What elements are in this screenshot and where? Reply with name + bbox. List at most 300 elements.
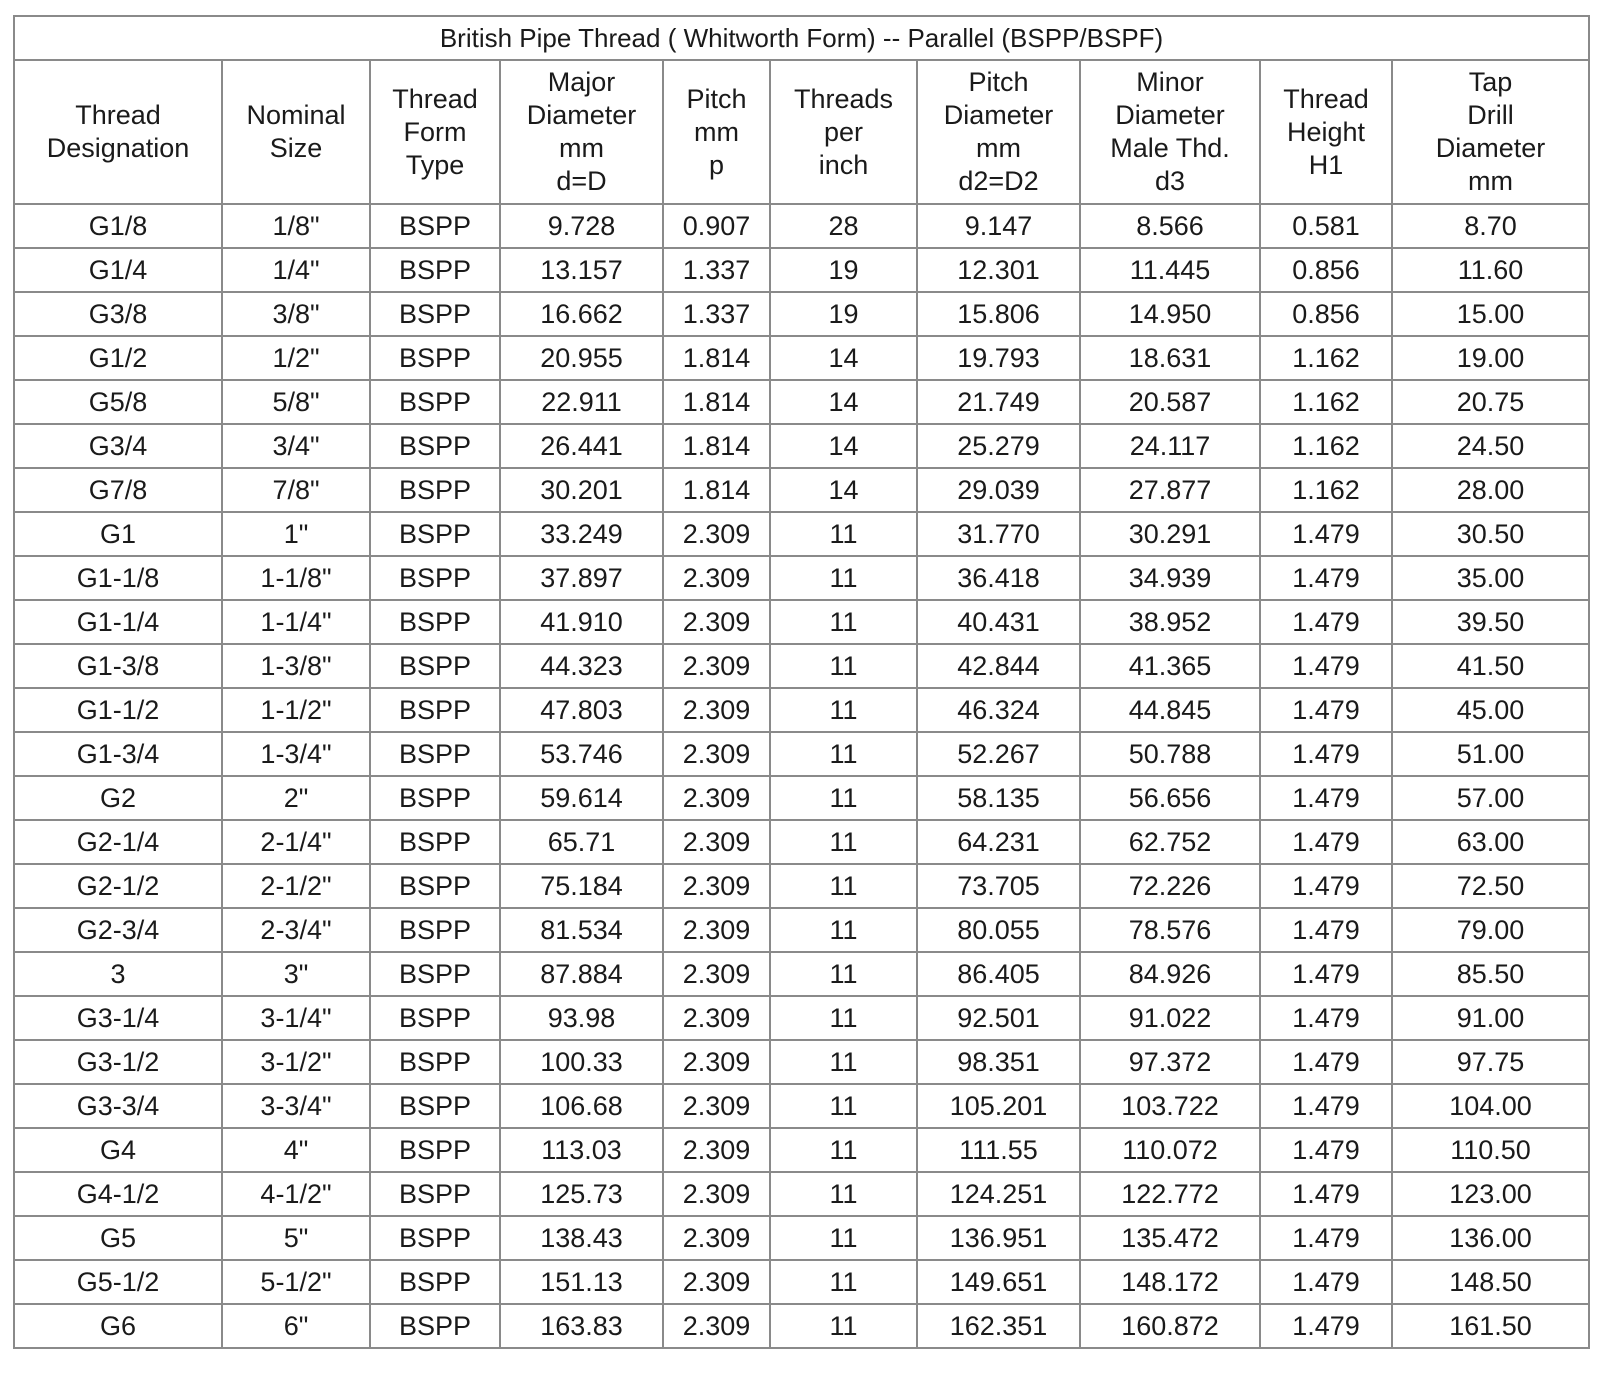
- table-row: [14, 292, 1589, 336]
- header-line: Drill: [1467, 100, 1514, 130]
- cell-thread-designation: G1/2: [14, 336, 222, 380]
- cell-minor-diameter: 30.291: [1080, 512, 1260, 556]
- table-row: [14, 864, 1589, 908]
- column-header-nominal-size: [222, 60, 370, 204]
- cell-thread-height: 1.479: [1260, 1260, 1392, 1304]
- cell-pitch-diameter: 25.279: [917, 424, 1080, 468]
- cell-thread-form-type: BSPP: [370, 204, 500, 248]
- cell-major-diameter: 93.98: [500, 996, 663, 1040]
- cell-nominal-size: 1/4": [222, 248, 370, 292]
- cell-thread-form-type: BSPP: [370, 1084, 500, 1128]
- table-row: [14, 512, 1589, 556]
- cell-pitch-diameter: 12.301: [917, 248, 1080, 292]
- cell-major-diameter: 33.249: [500, 512, 663, 556]
- cell-thread-designation: G3-1/4: [14, 996, 222, 1040]
- cell-pitch-diameter: 149.651: [917, 1260, 1080, 1304]
- cell-thread-designation: G5: [14, 1216, 222, 1260]
- cell-thread-form-type: BSPP: [370, 424, 500, 468]
- cell-thread-form-type: BSPP: [370, 1040, 500, 1084]
- cell-major-diameter: 16.662: [500, 292, 663, 336]
- cell-major-diameter: 151.13: [500, 1260, 663, 1304]
- cell-threads-per-inch: 11: [770, 996, 917, 1040]
- header-line: Diameter: [943, 100, 1054, 130]
- table-row: [14, 908, 1589, 952]
- cell-thread-height: 1.479: [1260, 952, 1392, 996]
- cell-tap-drill-diameter: 24.50: [1392, 424, 1589, 468]
- header-line: Diameter: [1115, 100, 1225, 130]
- cell-nominal-size: 4": [222, 1128, 370, 1172]
- cell-pitch: 0.907: [663, 204, 770, 248]
- cell-major-diameter: 37.897: [500, 556, 663, 600]
- cell-minor-diameter: 62.752: [1080, 820, 1260, 864]
- table-row: [14, 688, 1589, 732]
- cell-minor-diameter: 8.566: [1080, 204, 1260, 248]
- cell-thread-designation: G2-3/4: [14, 908, 222, 952]
- cell-major-diameter: 59.614: [500, 776, 663, 820]
- cell-thread-height: 1.479: [1260, 776, 1392, 820]
- cell-nominal-size: 7/8": [222, 468, 370, 512]
- cell-minor-diameter: 24.117: [1080, 424, 1260, 468]
- cell-thread-form-type: BSPP: [370, 820, 500, 864]
- cell-tap-drill-diameter: 63.00: [1392, 820, 1589, 864]
- cell-thread-form-type: BSPP: [370, 776, 500, 820]
- cell-thread-designation: G3/4: [14, 424, 222, 468]
- cell-pitch-diameter: 9.147: [917, 204, 1080, 248]
- table-title: British Pipe Thread ( Whitworth Form) -- Parallel (BSPP/BSPF): [14, 16, 1589, 60]
- cell-threads-per-inch: 14: [770, 468, 917, 512]
- cell-tap-drill-diameter: 148.50: [1392, 1260, 1589, 1304]
- cell-tap-drill-diameter: 35.00: [1392, 556, 1589, 600]
- cell-pitch-diameter: 105.201: [917, 1084, 1080, 1128]
- cell-threads-per-inch: 11: [770, 512, 917, 556]
- cell-tap-drill-diameter: 39.50: [1392, 600, 1589, 644]
- cell-thread-height: 0.581: [1260, 204, 1392, 248]
- cell-tap-drill-diameter: 161.50: [1392, 1304, 1589, 1348]
- cell-thread-designation: G3-1/2: [14, 1040, 222, 1084]
- cell-minor-diameter: 78.576: [1080, 908, 1260, 952]
- cell-threads-per-inch: 11: [770, 600, 917, 644]
- cell-pitch-diameter: 111.55: [917, 1128, 1080, 1172]
- header-line: Thread: [75, 100, 161, 130]
- cell-tap-drill-diameter: 8.70: [1392, 204, 1589, 248]
- cell-thread-designation: G3/8: [14, 292, 222, 336]
- cell-tap-drill-diameter: 41.50: [1392, 644, 1589, 688]
- cell-thread-height: 1.162: [1260, 336, 1392, 380]
- cell-pitch-diameter: 92.501: [917, 996, 1080, 1040]
- table-row: [14, 732, 1589, 776]
- cell-thread-height: 0.856: [1260, 292, 1392, 336]
- column-header-minor-diameter: [1080, 60, 1260, 204]
- cell-nominal-size: 5-1/2": [222, 1260, 370, 1304]
- cell-thread-designation: G1-3/8: [14, 644, 222, 688]
- cell-pitch-diameter: 42.844: [917, 644, 1080, 688]
- cell-nominal-size: 2": [222, 776, 370, 820]
- cell-nominal-size: 3-1/2": [222, 1040, 370, 1084]
- cell-major-diameter: 113.03: [500, 1128, 663, 1172]
- cell-threads-per-inch: 11: [770, 556, 917, 600]
- header-line: d=D: [556, 166, 607, 196]
- cell-nominal-size: 6": [222, 1304, 370, 1348]
- header-line: Minor: [1136, 67, 1204, 97]
- cell-threads-per-inch: 28: [770, 204, 917, 248]
- bspp-thread-table: [13, 15, 1590, 1349]
- cell-threads-per-inch: 11: [770, 1172, 917, 1216]
- header-line: d3: [1154, 166, 1186, 196]
- cell-thread-designation: 3: [14, 952, 222, 996]
- cell-pitch-diameter: 40.431: [917, 600, 1080, 644]
- cell-thread-height: 1.479: [1260, 556, 1392, 600]
- cell-pitch-diameter: 73.705: [917, 864, 1080, 908]
- cell-tap-drill-diameter: 30.50: [1392, 512, 1589, 556]
- table-row: [14, 424, 1589, 468]
- cell-major-diameter: 44.323: [500, 644, 663, 688]
- cell-thread-height: 1.479: [1260, 732, 1392, 776]
- cell-thread-designation: G7/8: [14, 468, 222, 512]
- cell-pitch-diameter: 98.351: [917, 1040, 1080, 1084]
- cell-threads-per-inch: 11: [770, 776, 917, 820]
- cell-minor-diameter: 56.656: [1080, 776, 1260, 820]
- cell-major-diameter: 65.71: [500, 820, 663, 864]
- cell-pitch: 2.309: [663, 644, 770, 688]
- cell-minor-diameter: 91.022: [1080, 996, 1260, 1040]
- cell-nominal-size: 1/2": [222, 336, 370, 380]
- header-line: p: [708, 149, 725, 180]
- table-row: [14, 600, 1589, 644]
- cell-pitch: 2.309: [663, 864, 770, 908]
- cell-tap-drill-diameter: 45.00: [1392, 688, 1589, 732]
- cell-thread-designation: G2-1/2: [14, 864, 222, 908]
- cell-thread-designation: G4-1/2: [14, 1172, 222, 1216]
- cell-nominal-size: 3/8": [222, 292, 370, 336]
- table-row: [14, 996, 1589, 1040]
- cell-thread-height: 1.479: [1260, 908, 1392, 952]
- header-line: Threads: [793, 83, 894, 114]
- table-row: [14, 820, 1589, 864]
- cell-major-diameter: 138.43: [500, 1216, 663, 1260]
- cell-thread-form-type: BSPP: [370, 336, 500, 380]
- cell-pitch-diameter: 29.039: [917, 468, 1080, 512]
- cell-pitch-diameter: 36.418: [917, 556, 1080, 600]
- cell-thread-height: 1.479: [1260, 688, 1392, 732]
- header-line: Designation: [46, 133, 190, 163]
- cell-thread-form-type: BSPP: [370, 952, 500, 996]
- cell-pitch: 2.309: [663, 556, 770, 600]
- cell-thread-form-type: BSPP: [370, 600, 500, 644]
- header-line: Nominal: [246, 100, 346, 130]
- cell-thread-form-type: BSPP: [370, 1172, 500, 1216]
- table-row: [14, 336, 1589, 380]
- cell-nominal-size: 5": [222, 1216, 370, 1260]
- cell-thread-height: 1.162: [1260, 468, 1392, 512]
- header-line: per: [823, 116, 864, 147]
- table-row: [14, 1260, 1589, 1304]
- cell-pitch: 2.309: [663, 1040, 770, 1084]
- header-line: mm: [1468, 166, 1514, 196]
- cell-nominal-size: 2-3/4": [222, 908, 370, 952]
- cell-major-diameter: 9.728: [500, 204, 663, 248]
- header-line: Male Thd.: [1110, 133, 1230, 163]
- table-row: [14, 1040, 1589, 1084]
- table-row: [14, 556, 1589, 600]
- header-line: Height: [1286, 116, 1366, 147]
- cell-minor-diameter: 20.587: [1080, 380, 1260, 424]
- table-row: [14, 248, 1589, 292]
- header-line: Diameter: [1435, 133, 1546, 163]
- cell-minor-diameter: 122.772: [1080, 1172, 1260, 1216]
- cell-nominal-size: 2-1/2": [222, 864, 370, 908]
- cell-pitch: 2.309: [663, 820, 770, 864]
- cell-thread-height: 1.479: [1260, 996, 1392, 1040]
- cell-thread-designation: G4: [14, 1128, 222, 1172]
- cell-pitch-diameter: 80.055: [917, 908, 1080, 952]
- header-line: Pitch: [686, 83, 747, 114]
- header-line: Pitch: [968, 67, 1029, 97]
- cell-thread-height: 1.479: [1260, 600, 1392, 644]
- cell-pitch-diameter: 64.231: [917, 820, 1080, 864]
- cell-thread-form-type: BSPP: [370, 688, 500, 732]
- cell-threads-per-inch: 11: [770, 688, 917, 732]
- cell-pitch: 2.309: [663, 1172, 770, 1216]
- cell-thread-form-type: BSPP: [370, 248, 500, 292]
- cell-threads-per-inch: 11: [770, 864, 917, 908]
- cell-minor-diameter: 38.952: [1080, 600, 1260, 644]
- cell-threads-per-inch: 11: [770, 908, 917, 952]
- cell-major-diameter: 100.33: [500, 1040, 663, 1084]
- cell-minor-diameter: 41.365: [1080, 644, 1260, 688]
- header-line: Thread: [392, 83, 478, 114]
- cell-major-diameter: 125.73: [500, 1172, 663, 1216]
- cell-pitch: 2.309: [663, 776, 770, 820]
- table-title-row: [14, 16, 1589, 60]
- cell-tap-drill-diameter: 110.50: [1392, 1128, 1589, 1172]
- column-header-threads-per-inch: [770, 60, 917, 204]
- cell-thread-form-type: BSPP: [370, 556, 500, 600]
- cell-thread-form-type: BSPP: [370, 468, 500, 512]
- cell-minor-diameter: 50.788: [1080, 732, 1260, 776]
- cell-thread-designation: G2: [14, 776, 222, 820]
- cell-tap-drill-diameter: 136.00: [1392, 1216, 1589, 1260]
- cell-pitch: 2.309: [663, 1260, 770, 1304]
- cell-pitch-diameter: 52.267: [917, 732, 1080, 776]
- cell-minor-diameter: 27.877: [1080, 468, 1260, 512]
- cell-nominal-size: 1-3/8": [222, 644, 370, 688]
- cell-threads-per-inch: 11: [770, 732, 917, 776]
- cell-minor-diameter: 110.072: [1080, 1128, 1260, 1172]
- cell-pitch: 2.309: [663, 600, 770, 644]
- table-row: [14, 204, 1589, 248]
- cell-thread-height: 1.479: [1260, 1304, 1392, 1348]
- cell-nominal-size: 2-1/4": [222, 820, 370, 864]
- cell-major-diameter: 106.68: [500, 1084, 663, 1128]
- cell-minor-diameter: 160.872: [1080, 1304, 1260, 1348]
- cell-minor-diameter: 44.845: [1080, 688, 1260, 732]
- cell-nominal-size: 5/8": [222, 380, 370, 424]
- header-line: H1: [1308, 149, 1344, 180]
- cell-tap-drill-diameter: 91.00: [1392, 996, 1589, 1040]
- cell-pitch: 2.309: [663, 688, 770, 732]
- cell-major-diameter: 30.201: [500, 468, 663, 512]
- cell-thread-height: 1.479: [1260, 1040, 1392, 1084]
- cell-threads-per-inch: 11: [770, 1040, 917, 1084]
- cell-thread-height: 1.479: [1260, 820, 1392, 864]
- cell-threads-per-inch: 14: [770, 336, 917, 380]
- header-line: Diameter: [526, 100, 637, 130]
- cell-pitch: 2.309: [663, 996, 770, 1040]
- cell-tap-drill-diameter: 20.75: [1392, 380, 1589, 424]
- cell-threads-per-inch: 11: [770, 1304, 917, 1348]
- cell-thread-designation: G2-1/4: [14, 820, 222, 864]
- cell-tap-drill-diameter: 28.00: [1392, 468, 1589, 512]
- table-row: [14, 468, 1589, 512]
- cell-threads-per-inch: 19: [770, 248, 917, 292]
- cell-tap-drill-diameter: 57.00: [1392, 776, 1589, 820]
- cell-tap-drill-diameter: 85.50: [1392, 952, 1589, 996]
- cell-major-diameter: 41.910: [500, 600, 663, 644]
- cell-threads-per-inch: 14: [770, 380, 917, 424]
- cell-thread-height: 1.162: [1260, 424, 1392, 468]
- cell-minor-diameter: 103.722: [1080, 1084, 1260, 1128]
- cell-thread-form-type: BSPP: [370, 1304, 500, 1348]
- cell-nominal-size: 1-1/4": [222, 600, 370, 644]
- table-row: [14, 1304, 1589, 1348]
- cell-nominal-size: 1-1/8": [222, 556, 370, 600]
- cell-major-diameter: 81.534: [500, 908, 663, 952]
- cell-major-diameter: 13.157: [500, 248, 663, 292]
- cell-major-diameter: 87.884: [500, 952, 663, 996]
- cell-thread-designation: G3-3/4: [14, 1084, 222, 1128]
- column-header-row: [14, 60, 1589, 204]
- column-header-tap-drill-diameter: [1392, 60, 1589, 204]
- header-line: Thread: [1283, 83, 1369, 114]
- cell-nominal-size: 4-1/2": [222, 1172, 370, 1216]
- cell-thread-form-type: BSPP: [370, 864, 500, 908]
- table-row: [14, 776, 1589, 820]
- cell-tap-drill-diameter: 11.60: [1392, 248, 1589, 292]
- cell-thread-designation: G1: [14, 512, 222, 556]
- cell-pitch-diameter: 124.251: [917, 1172, 1080, 1216]
- header-line: mm: [559, 133, 604, 163]
- header-line: inch: [818, 149, 869, 180]
- cell-pitch-diameter: 46.324: [917, 688, 1080, 732]
- cell-pitch: 2.309: [663, 1216, 770, 1260]
- cell-thread-form-type: BSPP: [370, 996, 500, 1040]
- cell-pitch-diameter: 19.793: [917, 336, 1080, 380]
- cell-minor-diameter: 84.926: [1080, 952, 1260, 996]
- cell-threads-per-inch: 11: [770, 1084, 917, 1128]
- header-line: mm: [976, 133, 1021, 163]
- cell-minor-diameter: 97.372: [1080, 1040, 1260, 1084]
- cell-tap-drill-diameter: 104.00: [1392, 1084, 1589, 1128]
- cell-thread-height: 1.162: [1260, 380, 1392, 424]
- column-header-thread-designation: [14, 60, 222, 204]
- cell-thread-height: 0.856: [1260, 248, 1392, 292]
- header-line: Form: [403, 116, 467, 147]
- cell-thread-form-type: BSPP: [370, 644, 500, 688]
- cell-threads-per-inch: 11: [770, 1128, 917, 1172]
- column-header-thread-form-type: [370, 60, 500, 204]
- cell-pitch: 2.309: [663, 908, 770, 952]
- cell-nominal-size: 3": [222, 952, 370, 996]
- cell-threads-per-inch: 11: [770, 644, 917, 688]
- header-line: Tap: [1468, 67, 1513, 97]
- cell-pitch: 1.337: [663, 248, 770, 292]
- cell-thread-height: 1.479: [1260, 1128, 1392, 1172]
- header-line: Size: [269, 133, 323, 163]
- cell-thread-form-type: BSPP: [370, 292, 500, 336]
- cell-tap-drill-diameter: 123.00: [1392, 1172, 1589, 1216]
- cell-thread-designation: G1-3/4: [14, 732, 222, 776]
- cell-thread-height: 1.479: [1260, 512, 1392, 556]
- table-body: [14, 204, 1589, 1348]
- cell-minor-diameter: 72.226: [1080, 864, 1260, 908]
- cell-pitch-diameter: 58.135: [917, 776, 1080, 820]
- cell-major-diameter: 22.911: [500, 380, 663, 424]
- cell-threads-per-inch: 11: [770, 1260, 917, 1304]
- cell-minor-diameter: 14.950: [1080, 292, 1260, 336]
- cell-pitch-diameter: 15.806: [917, 292, 1080, 336]
- header-line: mm: [694, 116, 739, 147]
- cell-tap-drill-diameter: 72.50: [1392, 864, 1589, 908]
- cell-nominal-size: 3-3/4": [222, 1084, 370, 1128]
- cell-pitch: 1.814: [663, 336, 770, 380]
- cell-threads-per-inch: 11: [770, 1216, 917, 1260]
- table-row: [14, 644, 1589, 688]
- cell-tap-drill-diameter: 51.00: [1392, 732, 1589, 776]
- cell-nominal-size: 1-3/4": [222, 732, 370, 776]
- cell-pitch-diameter: 31.770: [917, 512, 1080, 556]
- cell-pitch: 2.309: [663, 1084, 770, 1128]
- column-header-pitch-diameter: [917, 60, 1080, 204]
- cell-pitch-diameter: 86.405: [917, 952, 1080, 996]
- table-row: [14, 1216, 1589, 1260]
- table-row: [14, 1084, 1589, 1128]
- cell-thread-height: 1.479: [1260, 644, 1392, 688]
- cell-minor-diameter: 34.939: [1080, 556, 1260, 600]
- cell-thread-designation: G1/4: [14, 248, 222, 292]
- cell-pitch: 1.814: [663, 424, 770, 468]
- cell-minor-diameter: 135.472: [1080, 1216, 1260, 1260]
- table-row: [14, 380, 1589, 424]
- cell-threads-per-inch: 14: [770, 424, 917, 468]
- cell-nominal-size: 1-1/2": [222, 688, 370, 732]
- cell-major-diameter: 26.441: [500, 424, 663, 468]
- table-row: [14, 1128, 1589, 1172]
- cell-nominal-size: 3-1/4": [222, 996, 370, 1040]
- cell-tap-drill-diameter: 97.75: [1392, 1040, 1589, 1084]
- cell-pitch: 2.309: [663, 952, 770, 996]
- cell-minor-diameter: 18.631: [1080, 336, 1260, 380]
- cell-pitch: 2.309: [663, 512, 770, 556]
- cell-major-diameter: 75.184: [500, 864, 663, 908]
- column-header-pitch: [663, 60, 770, 204]
- cell-pitch: 2.309: [663, 1128, 770, 1172]
- column-header-thread-height: [1260, 60, 1392, 204]
- cell-thread-form-type: BSPP: [370, 380, 500, 424]
- cell-thread-designation: G1-1/4: [14, 600, 222, 644]
- column-header-major-diameter: [500, 60, 663, 204]
- cell-thread-height: 1.479: [1260, 1216, 1392, 1260]
- cell-tap-drill-diameter: 15.00: [1392, 292, 1589, 336]
- cell-pitch: 2.309: [663, 732, 770, 776]
- header-line: Type: [405, 149, 465, 180]
- cell-pitch-diameter: 136.951: [917, 1216, 1080, 1260]
- cell-pitch: 1.814: [663, 468, 770, 512]
- cell-tap-drill-diameter: 19.00: [1392, 336, 1589, 380]
- cell-thread-designation: G5/8: [14, 380, 222, 424]
- cell-major-diameter: 53.746: [500, 732, 663, 776]
- cell-nominal-size: 1/8": [222, 204, 370, 248]
- cell-major-diameter: 163.83: [500, 1304, 663, 1348]
